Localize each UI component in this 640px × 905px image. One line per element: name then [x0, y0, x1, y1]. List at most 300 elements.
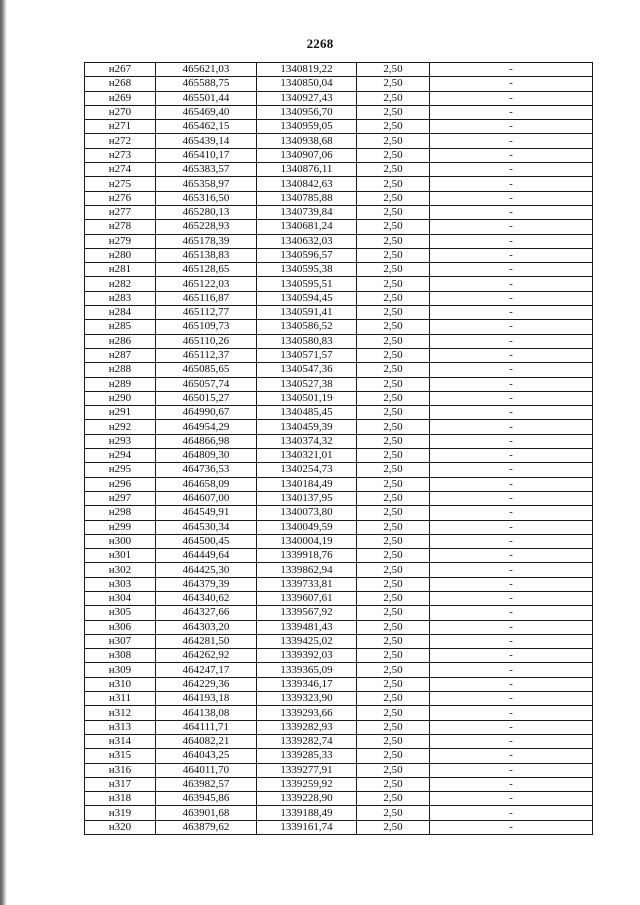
point-id-cell: н314 — [85, 734, 156, 748]
x-coordinate-cell: 464549,91 — [156, 506, 257, 520]
table-row — [85, 820, 593, 834]
point-id-cell: н313 — [85, 720, 156, 734]
table-row — [85, 391, 593, 405]
x-coordinate-cell: 465109,73 — [156, 320, 257, 334]
table-row — [85, 420, 593, 434]
table-row — [85, 763, 593, 777]
y-coordinate-cell: 1340374,32 — [257, 434, 357, 448]
y-coordinate-cell: 1339293,66 — [257, 706, 357, 720]
y-coordinate-cell: 1340819,22 — [257, 63, 357, 77]
accuracy-cell: 2,50 — [357, 763, 430, 777]
note-cell: - — [430, 334, 593, 348]
note-cell: - — [430, 449, 593, 463]
x-coordinate-cell: 465410,17 — [156, 148, 257, 162]
point-id-cell: н316 — [85, 763, 156, 777]
accuracy-cell: 2,50 — [357, 506, 430, 520]
y-coordinate-cell: 1340850,04 — [257, 77, 357, 91]
accuracy-cell: 2,50 — [357, 406, 430, 420]
table-row — [85, 320, 593, 334]
y-coordinate-cell: 1340959,05 — [257, 120, 357, 134]
point-id-cell: н301 — [85, 549, 156, 563]
x-coordinate-cell: 464990,67 — [156, 406, 257, 420]
x-coordinate-cell: 464281,50 — [156, 634, 257, 648]
note-cell: - — [430, 591, 593, 605]
point-id-cell: н295 — [85, 463, 156, 477]
point-id-cell: н286 — [85, 334, 156, 348]
accuracy-cell: 2,50 — [357, 348, 430, 362]
table-row — [85, 677, 593, 691]
accuracy-cell: 2,50 — [357, 420, 430, 434]
y-coordinate-cell: 1340184,49 — [257, 477, 357, 491]
table-row — [85, 263, 593, 277]
x-coordinate-cell: 465588,75 — [156, 77, 257, 91]
accuracy-cell: 2,50 — [357, 820, 430, 834]
y-coordinate-cell: 1340595,38 — [257, 263, 357, 277]
accuracy-cell: 2,50 — [357, 477, 430, 491]
table-row — [85, 506, 593, 520]
note-cell: - — [430, 77, 593, 91]
accuracy-cell: 2,50 — [357, 534, 430, 548]
accuracy-cell: 2,50 — [357, 363, 430, 377]
x-coordinate-cell: 464082,21 — [156, 734, 257, 748]
x-coordinate-cell: 465383,57 — [156, 163, 257, 177]
table-row — [85, 234, 593, 248]
table-row — [85, 120, 593, 134]
point-id-cell: н290 — [85, 391, 156, 405]
point-id-cell: н315 — [85, 749, 156, 763]
point-id-cell: н280 — [85, 248, 156, 262]
note-cell: - — [430, 220, 593, 234]
table-row — [85, 277, 593, 291]
accuracy-cell: 2,50 — [357, 220, 430, 234]
table-row — [85, 77, 593, 91]
note-cell: - — [430, 134, 593, 148]
table-row — [85, 191, 593, 205]
accuracy-cell: 2,50 — [357, 291, 430, 305]
accuracy-cell: 2,50 — [357, 577, 430, 591]
point-id-cell: н285 — [85, 320, 156, 334]
table-row — [85, 163, 593, 177]
table-row — [85, 692, 593, 706]
point-id-cell: н312 — [85, 706, 156, 720]
y-coordinate-cell: 1339277,91 — [257, 763, 357, 777]
table-row — [85, 63, 593, 77]
table-row — [85, 377, 593, 391]
accuracy-cell: 2,50 — [357, 806, 430, 820]
table-row — [85, 534, 593, 548]
accuracy-cell: 2,50 — [357, 620, 430, 634]
point-id-cell: н289 — [85, 377, 156, 391]
y-coordinate-cell: 1340137,95 — [257, 491, 357, 505]
table-row — [85, 720, 593, 734]
x-coordinate-cell: 465057,74 — [156, 377, 257, 391]
x-coordinate-cell: 465358,97 — [156, 177, 257, 191]
accuracy-cell: 2,50 — [357, 463, 430, 477]
point-id-cell: н310 — [85, 677, 156, 691]
note-cell: - — [430, 234, 593, 248]
point-id-cell: н302 — [85, 563, 156, 577]
y-coordinate-cell: 1340876,11 — [257, 163, 357, 177]
x-coordinate-cell: 465112,77 — [156, 306, 257, 320]
y-coordinate-cell: 1339425,02 — [257, 634, 357, 648]
x-coordinate-cell: 465178,39 — [156, 234, 257, 248]
point-id-cell: н294 — [85, 449, 156, 463]
accuracy-cell: 2,50 — [357, 491, 430, 505]
y-coordinate-cell: 1340321,01 — [257, 449, 357, 463]
y-coordinate-cell: 1340956,70 — [257, 105, 357, 119]
coordinates-table-body — [85, 63, 593, 835]
note-cell: - — [430, 91, 593, 105]
accuracy-cell: 2,50 — [357, 334, 430, 348]
x-coordinate-cell: 465116,87 — [156, 291, 257, 305]
point-id-cell: н287 — [85, 348, 156, 362]
accuracy-cell: 2,50 — [357, 306, 430, 320]
y-coordinate-cell: 1339282,74 — [257, 734, 357, 748]
accuracy-cell: 2,50 — [357, 77, 430, 91]
note-cell: - — [430, 420, 593, 434]
point-id-cell: н296 — [85, 477, 156, 491]
note-cell: - — [430, 734, 593, 748]
table-row — [85, 792, 593, 806]
table-row — [85, 520, 593, 534]
accuracy-cell: 2,50 — [357, 205, 430, 219]
y-coordinate-cell: 1340485,45 — [257, 406, 357, 420]
x-coordinate-cell: 464247,17 — [156, 663, 257, 677]
note-cell: - — [430, 563, 593, 577]
note-cell: - — [430, 177, 593, 191]
x-coordinate-cell: 464607,00 — [156, 491, 257, 505]
note-cell: - — [430, 677, 593, 691]
y-coordinate-cell: 1339161,74 — [257, 820, 357, 834]
x-coordinate-cell: 464530,34 — [156, 520, 257, 534]
accuracy-cell: 2,50 — [357, 91, 430, 105]
y-coordinate-cell: 1339259,92 — [257, 777, 357, 791]
x-coordinate-cell: 464303,20 — [156, 620, 257, 634]
point-id-cell: н318 — [85, 792, 156, 806]
x-coordinate-cell: 464809,30 — [156, 449, 257, 463]
note-cell: - — [430, 163, 593, 177]
accuracy-cell: 2,50 — [357, 734, 430, 748]
note-cell: - — [430, 649, 593, 663]
accuracy-cell: 2,50 — [357, 692, 430, 706]
point-id-cell: н282 — [85, 277, 156, 291]
accuracy-cell: 2,50 — [357, 677, 430, 691]
point-id-cell: н277 — [85, 205, 156, 219]
point-id-cell: н288 — [85, 363, 156, 377]
point-id-cell: н275 — [85, 177, 156, 191]
table-row — [85, 620, 593, 634]
x-coordinate-cell: 464011,70 — [156, 763, 257, 777]
x-coordinate-cell: 465015,27 — [156, 391, 257, 405]
point-id-cell: н305 — [85, 606, 156, 620]
accuracy-cell: 2,50 — [357, 277, 430, 291]
accuracy-cell: 2,50 — [357, 591, 430, 605]
point-id-cell: н317 — [85, 777, 156, 791]
x-coordinate-cell: 464229,36 — [156, 677, 257, 691]
note-cell: - — [430, 520, 593, 534]
x-coordinate-cell: 465469,40 — [156, 105, 257, 119]
point-id-cell: н293 — [85, 434, 156, 448]
y-coordinate-cell: 1339228,90 — [257, 792, 357, 806]
y-coordinate-cell: 1340594,45 — [257, 291, 357, 305]
y-coordinate-cell: 1339323,90 — [257, 692, 357, 706]
y-coordinate-cell: 1340586,52 — [257, 320, 357, 334]
note-cell: - — [430, 277, 593, 291]
note-cell: - — [430, 205, 593, 219]
x-coordinate-cell: 464043,25 — [156, 749, 257, 763]
accuracy-cell: 2,50 — [357, 649, 430, 663]
point-id-cell: н269 — [85, 91, 156, 105]
point-id-cell: н271 — [85, 120, 156, 134]
accuracy-cell: 2,50 — [357, 105, 430, 119]
note-cell: - — [430, 120, 593, 134]
note-cell: - — [430, 692, 593, 706]
point-id-cell: н309 — [85, 663, 156, 677]
note-cell: - — [430, 506, 593, 520]
y-coordinate-cell: 1339282,93 — [257, 720, 357, 734]
table-row — [85, 334, 593, 348]
note-cell: - — [430, 534, 593, 548]
x-coordinate-cell: 464111,71 — [156, 720, 257, 734]
y-coordinate-cell: 1340938,68 — [257, 134, 357, 148]
point-id-cell: н270 — [85, 105, 156, 119]
table-row — [85, 749, 593, 763]
note-cell: - — [430, 391, 593, 405]
point-id-cell: н306 — [85, 620, 156, 634]
note-cell: - — [430, 263, 593, 277]
point-id-cell: н278 — [85, 220, 156, 234]
point-id-cell: н283 — [85, 291, 156, 305]
x-coordinate-cell: 465316,50 — [156, 191, 257, 205]
y-coordinate-cell: 1339918,76 — [257, 549, 357, 563]
y-coordinate-cell: 1340907,06 — [257, 148, 357, 162]
y-coordinate-cell: 1340459,39 — [257, 420, 357, 434]
note-cell: - — [430, 806, 593, 820]
y-coordinate-cell: 1339285,33 — [257, 749, 357, 763]
accuracy-cell: 2,50 — [357, 606, 430, 620]
x-coordinate-cell: 465280,13 — [156, 205, 257, 219]
table-row — [85, 706, 593, 720]
x-coordinate-cell: 465501,44 — [156, 91, 257, 105]
y-coordinate-cell: 1339862,94 — [257, 563, 357, 577]
x-coordinate-cell: 465112,37 — [156, 348, 257, 362]
x-coordinate-cell: 463982,57 — [156, 777, 257, 791]
point-id-cell: н279 — [85, 234, 156, 248]
y-coordinate-cell: 1340004,19 — [257, 534, 357, 548]
accuracy-cell: 2,50 — [357, 706, 430, 720]
accuracy-cell: 2,50 — [357, 792, 430, 806]
note-cell: - — [430, 491, 593, 505]
point-id-cell: н304 — [85, 591, 156, 605]
table-row — [85, 563, 593, 577]
point-id-cell: н307 — [85, 634, 156, 648]
page-number: 2268 — [306, 36, 334, 51]
note-cell: - — [430, 720, 593, 734]
table-row — [85, 205, 593, 219]
accuracy-cell: 2,50 — [357, 148, 430, 162]
y-coordinate-cell: 1339481,43 — [257, 620, 357, 634]
note-cell: - — [430, 620, 593, 634]
table-row — [85, 177, 593, 191]
point-id-cell: н267 — [85, 63, 156, 77]
y-coordinate-cell: 1340842,63 — [257, 177, 357, 191]
note-cell: - — [430, 749, 593, 763]
x-coordinate-cell: 464658,09 — [156, 477, 257, 491]
scan-edge-shadow — [0, 0, 7, 905]
point-id-cell: н284 — [85, 306, 156, 320]
y-coordinate-cell: 1340547,36 — [257, 363, 357, 377]
table-row — [85, 549, 593, 563]
x-coordinate-cell: 464340,62 — [156, 591, 257, 605]
note-cell: - — [430, 363, 593, 377]
point-id-cell: н276 — [85, 191, 156, 205]
table-row — [85, 449, 593, 463]
x-coordinate-cell: 464500,45 — [156, 534, 257, 548]
accuracy-cell: 2,50 — [357, 234, 430, 248]
y-coordinate-cell: 1340681,24 — [257, 220, 357, 234]
table-row — [85, 463, 593, 477]
accuracy-cell: 2,50 — [357, 434, 430, 448]
x-coordinate-cell: 464379,39 — [156, 577, 257, 591]
note-cell: - — [430, 463, 593, 477]
point-id-cell: н300 — [85, 534, 156, 548]
x-coordinate-cell: 465621,03 — [156, 63, 257, 77]
table-row — [85, 806, 593, 820]
note-cell: - — [430, 320, 593, 334]
x-coordinate-cell: 465138,83 — [156, 248, 257, 262]
table-row — [85, 105, 593, 119]
point-id-cell: н292 — [85, 420, 156, 434]
accuracy-cell: 2,50 — [357, 120, 430, 134]
y-coordinate-cell: 1339392,03 — [257, 649, 357, 663]
y-coordinate-cell: 1339607,61 — [257, 591, 357, 605]
y-coordinate-cell: 1340595,51 — [257, 277, 357, 291]
note-cell: - — [430, 105, 593, 119]
x-coordinate-cell: 464138,08 — [156, 706, 257, 720]
x-coordinate-cell: 464736,53 — [156, 463, 257, 477]
y-coordinate-cell: 1340501,19 — [257, 391, 357, 405]
note-cell: - — [430, 792, 593, 806]
table-row — [85, 434, 593, 448]
y-coordinate-cell: 1340254,73 — [257, 463, 357, 477]
table-row — [85, 363, 593, 377]
accuracy-cell: 2,50 — [357, 63, 430, 77]
point-id-cell: н274 — [85, 163, 156, 177]
note-cell: - — [430, 777, 593, 791]
table-row — [85, 577, 593, 591]
accuracy-cell: 2,50 — [357, 720, 430, 734]
y-coordinate-cell: 1339733,81 — [257, 577, 357, 591]
x-coordinate-cell: 465128,65 — [156, 263, 257, 277]
y-coordinate-cell: 1339365,09 — [257, 663, 357, 677]
x-coordinate-cell: 465110,26 — [156, 334, 257, 348]
accuracy-cell: 2,50 — [357, 320, 430, 334]
accuracy-cell: 2,50 — [357, 163, 430, 177]
accuracy-cell: 2,50 — [357, 663, 430, 677]
table-row — [85, 406, 593, 420]
point-id-cell: н311 — [85, 692, 156, 706]
note-cell: - — [430, 406, 593, 420]
note-cell: - — [430, 763, 593, 777]
accuracy-cell: 2,50 — [357, 391, 430, 405]
accuracy-cell: 2,50 — [357, 520, 430, 534]
table-row — [85, 220, 593, 234]
x-coordinate-cell: 464193,18 — [156, 692, 257, 706]
note-cell: - — [430, 191, 593, 205]
note-cell: - — [430, 634, 593, 648]
accuracy-cell: 2,50 — [357, 749, 430, 763]
table-row — [85, 477, 593, 491]
table-row — [85, 348, 593, 362]
y-coordinate-cell: 1340571,57 — [257, 348, 357, 362]
x-coordinate-cell: 463901,68 — [156, 806, 257, 820]
point-id-cell: н297 — [85, 491, 156, 505]
accuracy-cell: 2,50 — [357, 191, 430, 205]
y-coordinate-cell: 1340527,38 — [257, 377, 357, 391]
y-coordinate-cell: 1340927,43 — [257, 91, 357, 105]
note-cell: - — [430, 248, 593, 262]
point-id-cell: н319 — [85, 806, 156, 820]
point-id-cell: н273 — [85, 148, 156, 162]
note-cell: - — [430, 306, 593, 320]
note-cell: - — [430, 706, 593, 720]
x-coordinate-cell: 465085,65 — [156, 363, 257, 377]
accuracy-cell: 2,50 — [357, 449, 430, 463]
point-id-cell: н298 — [85, 506, 156, 520]
y-coordinate-cell: 1340073,80 — [257, 506, 357, 520]
accuracy-cell: 2,50 — [357, 248, 430, 262]
y-coordinate-cell: 1340785,88 — [257, 191, 357, 205]
note-cell: - — [430, 148, 593, 162]
y-coordinate-cell: 1340580,83 — [257, 334, 357, 348]
x-coordinate-cell: 465228,93 — [156, 220, 257, 234]
table-row — [85, 491, 593, 505]
note-cell: - — [430, 663, 593, 677]
note-cell: - — [430, 577, 593, 591]
point-id-cell: н320 — [85, 820, 156, 834]
note-cell: - — [430, 820, 593, 834]
note-cell: - — [430, 434, 593, 448]
point-id-cell: н268 — [85, 77, 156, 91]
accuracy-cell: 2,50 — [357, 263, 430, 277]
table-row — [85, 291, 593, 305]
accuracy-cell: 2,50 — [357, 634, 430, 648]
table-row — [85, 777, 593, 791]
note-cell: - — [430, 348, 593, 362]
note-cell: - — [430, 377, 593, 391]
table-row — [85, 248, 593, 262]
table-row — [85, 606, 593, 620]
point-id-cell: н291 — [85, 406, 156, 420]
x-coordinate-cell: 464262,92 — [156, 649, 257, 663]
x-coordinate-cell: 465462,15 — [156, 120, 257, 134]
table-row — [85, 634, 593, 648]
y-coordinate-cell: 1339567,92 — [257, 606, 357, 620]
coordinates-table — [84, 62, 593, 835]
table-row — [85, 591, 593, 605]
y-coordinate-cell: 1340596,57 — [257, 248, 357, 262]
point-id-cell: н303 — [85, 577, 156, 591]
y-coordinate-cell: 1339346,17 — [257, 677, 357, 691]
x-coordinate-cell: 465439,14 — [156, 134, 257, 148]
y-coordinate-cell: 1340049,59 — [257, 520, 357, 534]
x-coordinate-cell: 464954,29 — [156, 420, 257, 434]
accuracy-cell: 2,50 — [357, 563, 430, 577]
x-coordinate-cell: 463879,62 — [156, 820, 257, 834]
point-id-cell: н272 — [85, 134, 156, 148]
x-coordinate-cell: 464449,64 — [156, 549, 257, 563]
table-row — [85, 649, 593, 663]
